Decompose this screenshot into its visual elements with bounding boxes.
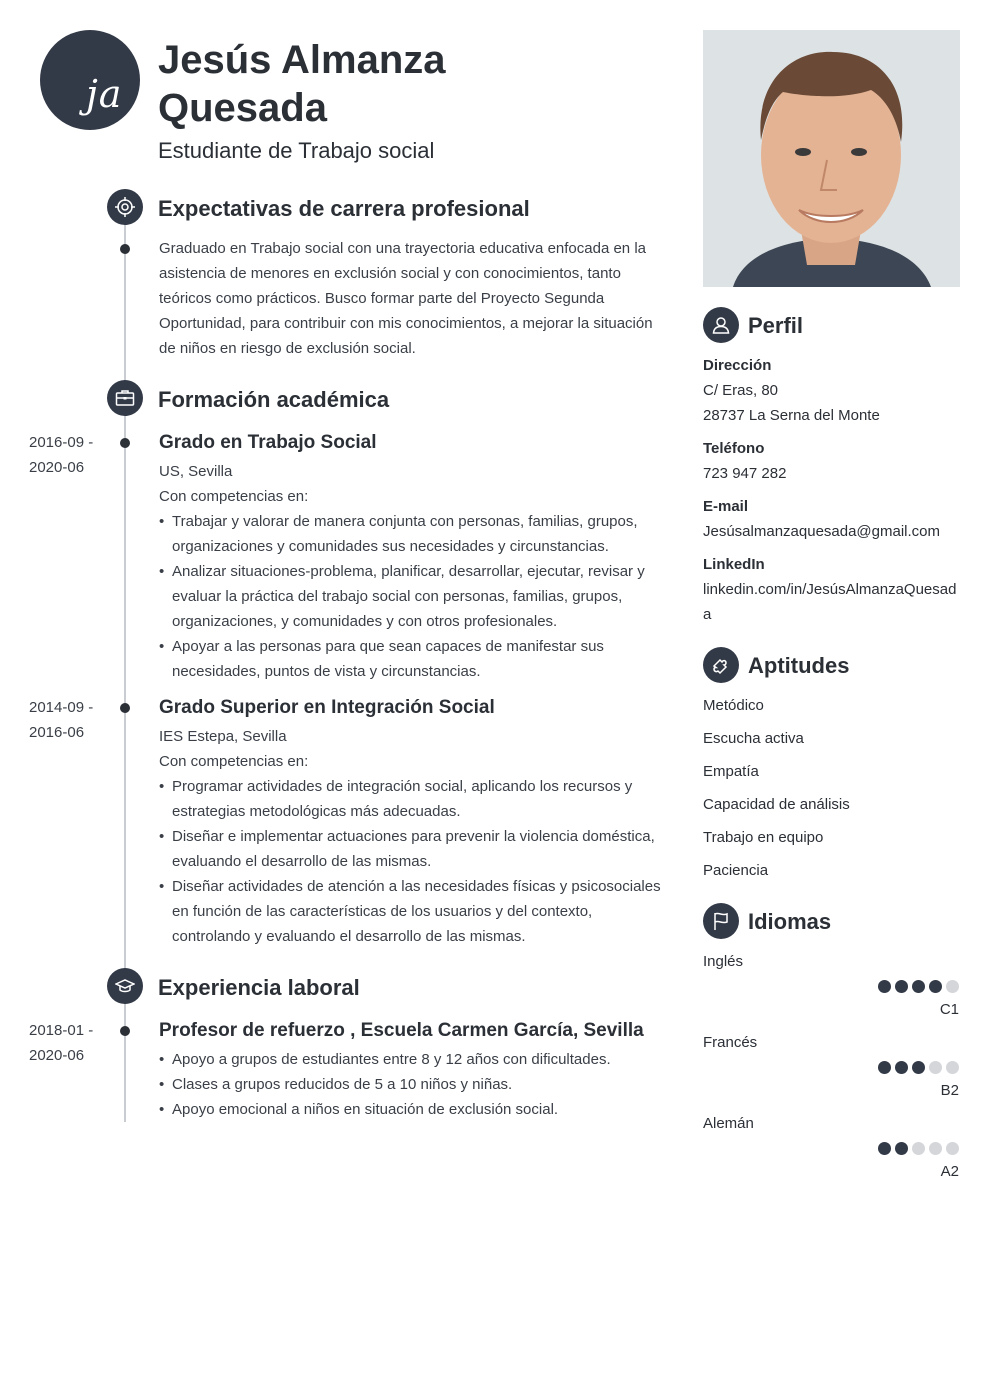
puzzle-icon [703, 647, 739, 683]
list-item: • Apoyo emocional a niños en situación de exclusión social. [159, 1097, 664, 1122]
language-level: A2 [940, 1163, 959, 1180]
graduation-cap-icon [107, 968, 143, 1004]
entry-bullets [159, 509, 664, 684]
level-dot [929, 1142, 942, 1155]
career-summary: Graduado en Trabajo social con una trayectoria educativa enfocada en la asistencia de menores en exclusión social y con conocimientos, tanto teóricos como prácticos. Busco formar parte del Proyecto Segunda Oportunidad, para contribuir con mis conocimientos, a mejorar la situación de niños en riesgo de exclusión social. [159, 240, 653, 357]
skill-item: Paciencia [703, 862, 769, 879]
level-dot [929, 980, 942, 993]
level-dot [912, 980, 925, 993]
entry-intro: Con competencias en: [159, 488, 309, 505]
entry-body [159, 459, 664, 684]
entry-date: 2016-09 - 2020-06 [29, 434, 94, 476]
entry-place: US, Sevilla [159, 463, 233, 480]
entry-intro: Con competencias en: [159, 753, 309, 770]
section-title-languages: Idiomas [748, 909, 832, 934]
language-level-dots [878, 1061, 963, 1075]
list-item: • Diseñar actividades de atención a las necesidades físicas y psicosociales en función de las características de los usuarios y del contexto, controlando y evaluando el desarrollo de las mismas. [159, 874, 669, 949]
linkedin-label: LinkedIn [703, 556, 765, 573]
candidate-name: Jesús Almanza Quesada [158, 38, 446, 130]
monogram-text: ja [86, 72, 123, 116]
phone-value: 723 947 282 [703, 465, 787, 482]
section-title-education: Formación académica [158, 387, 390, 412]
list-item: • Apoyar a las personas para que sean capaces de manifestar sus necesidades, puntos de vista y circunstancias. [159, 634, 664, 684]
language-level-dots [878, 1142, 963, 1156]
entry-body [159, 724, 669, 949]
list-item: • Diseñar e implementar actuaciones para prevenir la violencia doméstica, evaluando el desarrollo de las mismas. [159, 824, 669, 874]
linkedin-link[interactable]: linkedin.com/in/JesúsAlmanzaQuesada [703, 581, 957, 623]
timeline-dot [120, 244, 130, 254]
email-value[interactable]: Jesúsalmanzaquesada@gmail.com [703, 523, 941, 540]
level-dot [946, 980, 959, 993]
language-level: C1 [939, 1001, 959, 1018]
entry-title: Profesor de refuerzo , Escuela Carmen García, Sevilla [159, 1020, 644, 1041]
profile-photo [703, 30, 960, 287]
level-dot [946, 1142, 959, 1155]
level-dot [878, 1061, 891, 1074]
list-item: • Programar actividades de integración social, aplicando los recursos y estrategias metodológicas más adecuadas. [159, 774, 669, 824]
level-dot [895, 980, 908, 993]
monogram-avatar [40, 30, 140, 130]
skill-item: Capacidad de análisis [703, 796, 850, 813]
skill-item: Empatía [703, 763, 759, 780]
level-dot [878, 1142, 891, 1155]
language-level: B2 [940, 1082, 959, 1099]
flag-icon [703, 903, 739, 939]
entry-date: 2018-01 - 2020-06 [29, 1022, 94, 1064]
target-icon [107, 189, 143, 225]
timeline-dot [120, 1026, 130, 1036]
skill-item: Escucha activa [703, 730, 804, 747]
language-name: Alemán [703, 1115, 754, 1132]
timeline-dot [120, 703, 130, 713]
language-name: Francés [703, 1034, 758, 1051]
section-title-profile: Perfil [748, 313, 804, 338]
timeline-dot [120, 438, 130, 448]
entry-place: IES Estepa, Sevilla [159, 728, 287, 745]
list-item: • Trabajar y valorar de manera conjunta con personas, familias, grupos, organizaciones y comunidades sus necesidades y circunstancias. [159, 509, 664, 559]
level-dot [895, 1142, 908, 1155]
address-label: Dirección [703, 357, 772, 374]
level-dot [929, 1061, 942, 1074]
entry-bullets [159, 774, 669, 949]
section-title-career: Expectativas de carrera profesional [158, 196, 530, 221]
level-dot [878, 980, 891, 993]
section-title-skills: Aptitudes [748, 653, 850, 678]
skill-item: Metódico [703, 697, 764, 714]
entry-title: Grado Superior en Integración Social [159, 697, 495, 718]
level-dot [912, 1061, 925, 1074]
language-name: Inglés [703, 953, 744, 970]
skill-item: Trabajo en equipo [703, 829, 824, 846]
entry-date: 2014-09 - 2016-06 [29, 699, 94, 741]
level-dot [946, 1061, 959, 1074]
level-dot [912, 1142, 925, 1155]
briefcase-icon [107, 380, 143, 416]
section-title-experience: Experiencia laboral [158, 975, 360, 1000]
user-icon [703, 307, 739, 343]
entry-bullets [159, 1047, 664, 1122]
list-item: • Clases a grupos reducidos de 5 a 10 niños y niñas. [159, 1072, 664, 1097]
address-value: C/ Eras, 80 28737 La Serna del Monte [703, 382, 880, 424]
entry-body [159, 1047, 664, 1122]
list-item: • Apoyo a grupos de estudiantes entre 8 y 12 años con dificultades. [159, 1047, 664, 1072]
entry-title: Grado en Trabajo Social [159, 432, 377, 453]
language-level-dots [878, 980, 963, 994]
candidate-title: Estudiante de Trabajo social [158, 138, 435, 163]
email-label: E-mail [703, 498, 749, 515]
level-dot [895, 1061, 908, 1074]
list-item: • Analizar situaciones-problema, planificar, desarrollar, ejecutar, revisar y evaluar la práctica del trabajo social con personas, familias, grupos, organizaciones, y comunidades y con otros profesionales. [159, 559, 664, 634]
phone-label: Teléfono [703, 440, 765, 457]
